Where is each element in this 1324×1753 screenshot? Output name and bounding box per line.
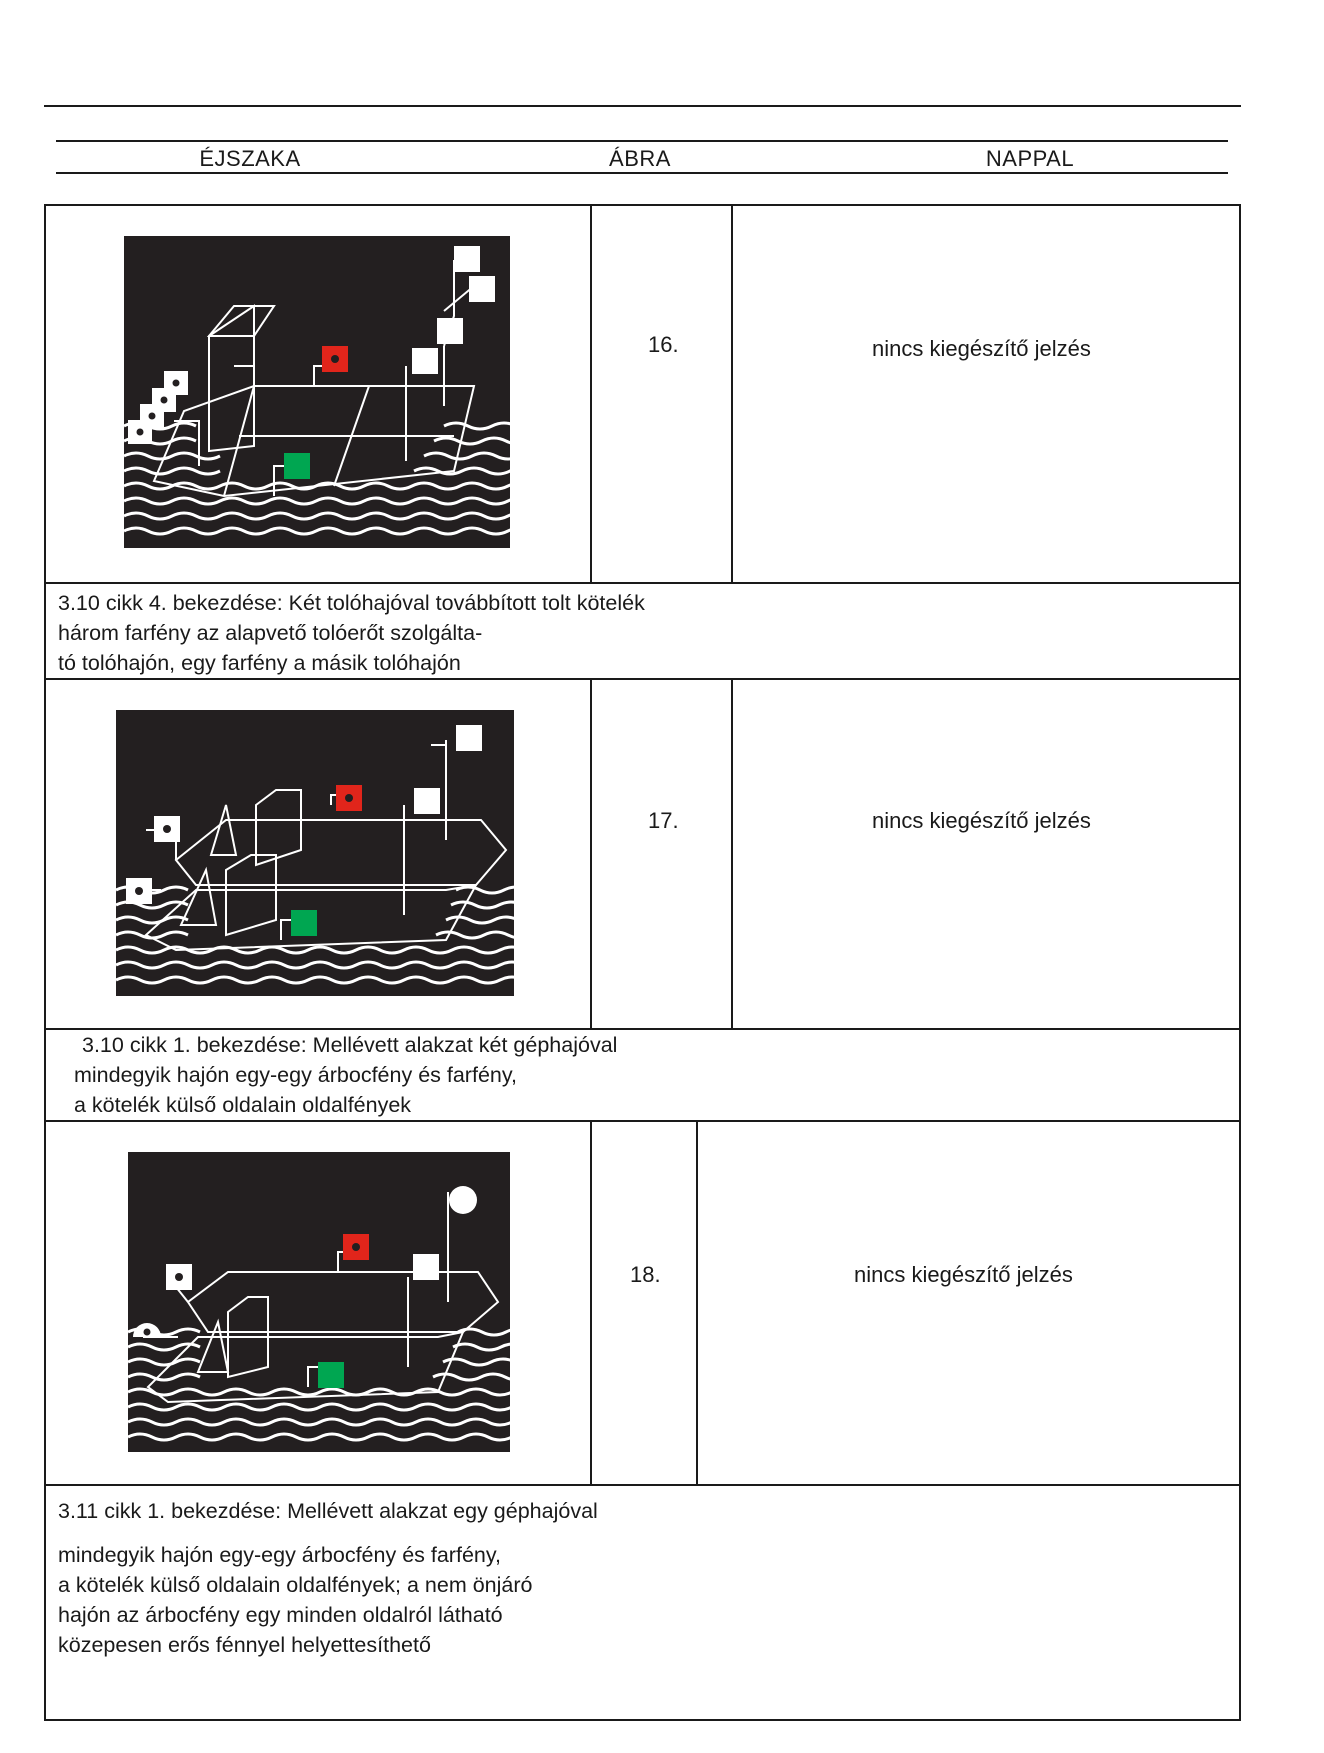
caption-16 bbox=[58, 588, 645, 678]
table-row-16 bbox=[46, 206, 1239, 582]
figure-number-17: 17. bbox=[648, 808, 679, 833]
caption-line: 3.10 cikk 1. bekezdése: Mellévett alakzat két géphajóval bbox=[82, 1033, 618, 1057]
caption-line: 3.10 cikk 4. bekezdése: Két tolóhajóval továbbított tolt kötelék bbox=[58, 591, 645, 615]
night-illustration-16 bbox=[124, 236, 510, 548]
caption-line: mindegyik hajón egy-egy árbocfény és farfény, bbox=[58, 1543, 501, 1567]
caption-line: hajón az árbocfény egy minden oldalról látható bbox=[58, 1603, 503, 1627]
day-signal-17: nincs kiegészítő jelzés bbox=[872, 808, 1091, 833]
caption-line: közepesen erős fénnyel helyettesíthető bbox=[58, 1633, 431, 1657]
header-night: ÉJSZAKA bbox=[199, 146, 301, 171]
night-illustration-17 bbox=[116, 710, 514, 996]
day-signal-16: nincs kiegészítő jelzés bbox=[872, 336, 1091, 361]
table-row-17 bbox=[46, 680, 1239, 1028]
header-rule-bottom bbox=[56, 172, 1228, 174]
night-illustration-18 bbox=[128, 1152, 510, 1452]
figure-number-16: 16. bbox=[648, 332, 679, 357]
table-row-18 bbox=[46, 1122, 1239, 1484]
top-rule bbox=[44, 105, 1241, 107]
signal-table bbox=[44, 204, 1241, 1721]
caption-line: tó tolóhajón, egy farfény a másik tolóhajón bbox=[58, 651, 461, 675]
header-day: NAPPAL bbox=[985, 146, 1075, 171]
caption-line: három farfény az alapvető tolóerőt szolgálta- bbox=[58, 621, 483, 645]
caption-line: a kötelék külső oldalain oldalfények; a nem önjáró bbox=[58, 1573, 533, 1597]
header-figure: ÁBRA bbox=[609, 146, 671, 171]
caption-line: 3.11 cikk 1. bekezdése: Mellévett alakzat egy géphajóval bbox=[58, 1499, 598, 1523]
figure-number-18: 18. bbox=[630, 1262, 661, 1287]
caption-line: a kötelék külső oldalain oldalfények bbox=[74, 1093, 412, 1117]
caption-18 bbox=[58, 1496, 598, 1660]
day-signal-18: nincs kiegészítő jelzés bbox=[854, 1262, 1073, 1287]
header-rule-top bbox=[56, 140, 1228, 142]
caption-17 bbox=[74, 1030, 617, 1120]
caption-line: mindegyik hajón egy-egy árbocfény és farfény, bbox=[74, 1063, 517, 1087]
